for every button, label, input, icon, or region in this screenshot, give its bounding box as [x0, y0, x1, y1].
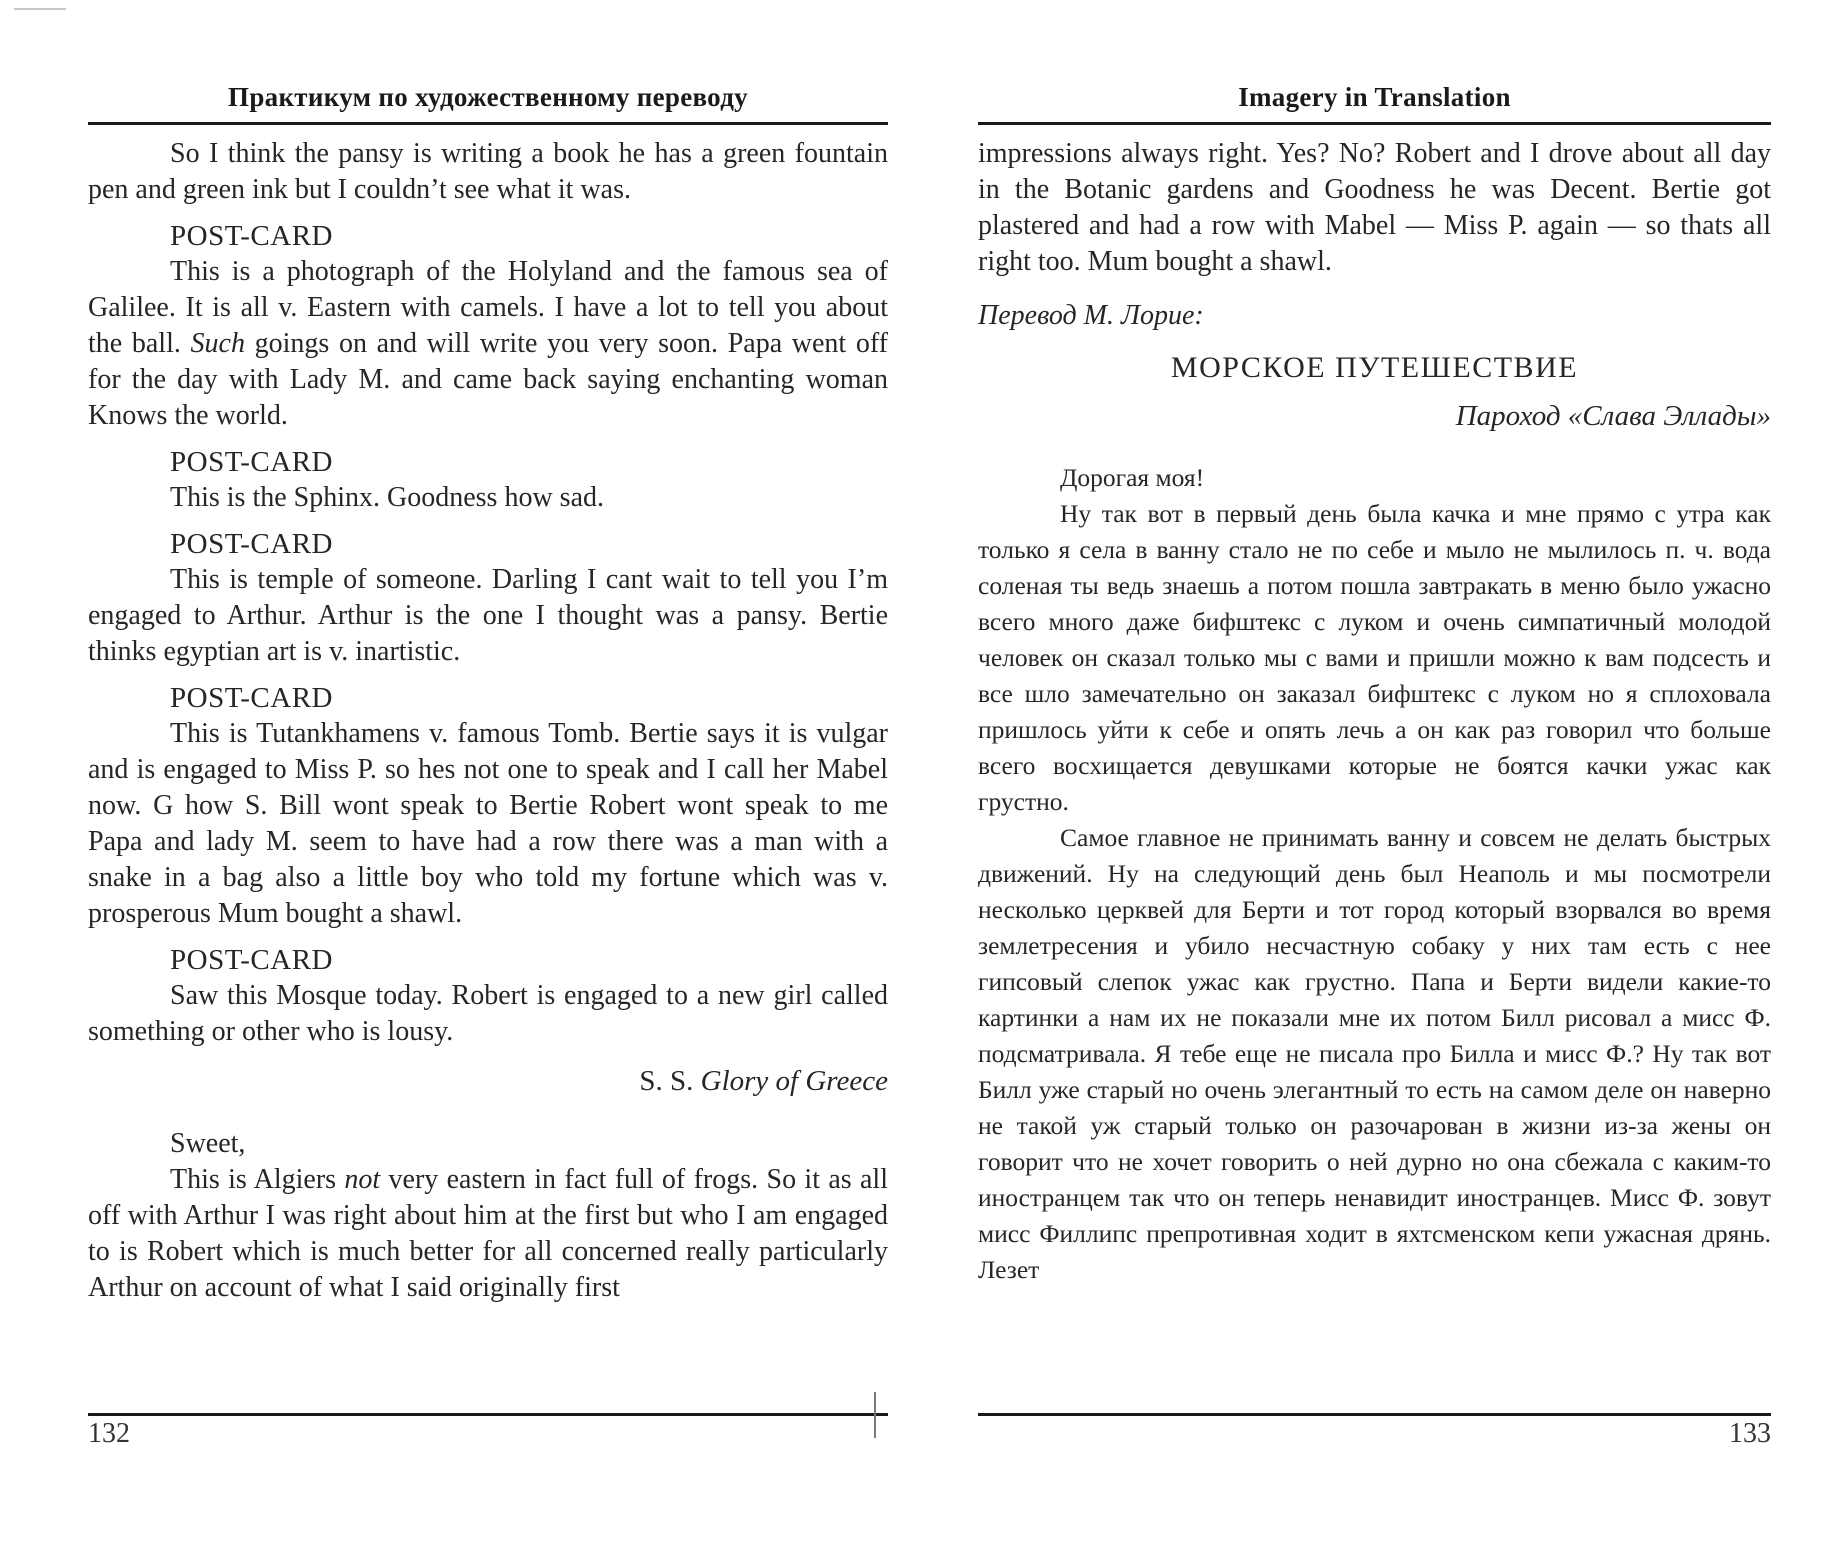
letter-text-italic: not: [344, 1164, 381, 1195]
postcard-heading: POST-CARD: [170, 528, 333, 560]
letter-text-part: This is Algiers: [170, 1164, 345, 1195]
translation-text: [978, 460, 1771, 1288]
postcard-text-part: This is a photograph of the Holyland and the famous sea of Galilee. It is all v. Eastern with camels. I have a lot to tell you about the ball.: [88, 256, 888, 359]
translation-greeting: Дорогая моя!: [1060, 463, 1205, 492]
postcard-1: [88, 218, 888, 434]
letter-greeting: Sweet,: [170, 1128, 246, 1159]
postcard-text-part: goings on and will write you very soon. Papa went off for the day with Lady M. and came back saying enchanting woman Knows the world.: [88, 328, 888, 431]
left-page-number: 132: [88, 1418, 130, 1449]
postcard-heading: POST-CARD: [170, 446, 333, 478]
postcard-4: [88, 680, 888, 932]
postcard-2: [88, 444, 888, 516]
left-page: [88, 0, 888, 1542]
postcard-text-italic: Such: [190, 328, 245, 359]
postcard-text: This is Tutankhamens v. famous Tomb. Bertie says it is vulgar and is engaged to Miss P. so hes not one to speak and I call her Mabel now. G how S. Bill wont speak to Bertie Robert wont speak to me Papa and lady M. seem to have had a row there was a man with a snake in a bag also a little boy who told my fortune which was v. prosperous Mum bought a shawl.: [88, 718, 888, 929]
corner-scan-mark: [14, 8, 66, 10]
postcard-heading: POST-CARD: [170, 944, 333, 976]
right-header-rule: [978, 122, 1771, 125]
left-header-rule: [88, 122, 888, 125]
right-page: [978, 0, 1771, 1542]
translation-paragraph-2: Самое главное не принимать ванну и совсем не делать быстрых движений. Ну на следующий день был Неаполь и мы посмотрели несколько церквей для Берти и тот город который взорвался во время землетресения и убило несчастную собаку у них там есть с нее гипсовый слепок ужас как грустно. Папа и Берти видели какие-то картинки а нам их не показали мне их потом Билл рисовал а мисс Ф. подсматривала. Я тебе еще не писала про Билла и мисс Ф.? Ну так вот Билл уже старый но очень элегантный то есть на самом деле он наверно не такой уж старый только он разочарован в жизни из-за жены он говорит что не хочет говорить о ней дурно но она сбежала с каким-то иностранцем так что он теперь ненавидит иностранцев. Мисс Ф. зовут мисс Филлипс препротивная ходит в яхтсменском кепи ужасная дрянь. Лезет: [978, 823, 1771, 1284]
postcard-text: This is temple of someone. Darling I cant wait to tell you I’m engaged to Arthur. Arthur is the one I thought was a pansy. Bertie thinks egyptian art is v. inartistic.: [88, 564, 888, 667]
letter-text: [88, 1162, 888, 1306]
postcard-text: This is the Sphinx. Goodness how sad.: [170, 482, 604, 513]
postcard-5: [88, 942, 888, 1050]
translation-paragraph-1: Ну так вот в первый день была качка и мне прямо с утра как только я села в ванну стало не по себе и мыло не мылилось п. ч. вода соленая ты ведь знаешь а потом пошла завтракать в меню было ужасно всего много даже бифштекс с луком и очень симпатичный молодой человек он сказал только мы с вами и пришли можно к вам подсесть и все шло замечательно он заказал бифштекс с луком но я сплоховала пришлось уйти к себе и опять лечь а он как раз говорил что больше всего восхищается девушками которые не боятся качки ужас как грустно.: [978, 499, 1771, 816]
right-body: [978, 136, 1771, 1288]
right-continuation: impressions always right. Yes? No? Robert and I drove about all day in the Botanic gardens and Goodness he was Decent. Bertie got plastered and had a row with Mabel — Miss P. again — so thats all right too. Mum bought a shawl.: [978, 138, 1771, 277]
postcard-text: Saw this Mosque today. Robert is engaged to a new girl called something or other who is lousy.: [88, 980, 888, 1047]
translation-ship: Пароход «Слава Эллады»: [1455, 400, 1771, 432]
letter-text-part: very eastern in fact full of frogs. So it as all off with Arthur I was right about him at the first but who I am engaged to is Robert which is much better for all concerned really particularly Arthur on account of what I said originally first: [88, 1164, 888, 1303]
right-page-number: 133: [1729, 1418, 1771, 1449]
translator-credit: Перевод М. Лорие:: [978, 300, 1204, 331]
right-footer-rule: [978, 1413, 1771, 1416]
gutter-mark: [874, 1392, 876, 1438]
translation-title: МОРСКОЕ ПУТЕШЕСТВИЕ: [1170, 351, 1579, 384]
signoff-ship-name: Glory of Greece: [700, 1065, 888, 1097]
left-body: [88, 136, 888, 1306]
left-continuation: So I think the pansy is writing a book he has a green fountain pen and green ink but I couldn’t see what it was.: [88, 138, 888, 205]
signoff-prefix: S. S.: [639, 1065, 701, 1097]
postcard-3: [88, 526, 888, 670]
right-running-head: Imagery in Translation: [1238, 82, 1511, 112]
postcard-heading: POST-CARD: [170, 220, 333, 252]
postcard-heading: POST-CARD: [170, 682, 333, 714]
postcard-text: [88, 254, 888, 434]
left-running-head: Практикум по художественному переводу: [228, 82, 748, 112]
left-footer-rule: [88, 1413, 888, 1416]
ship-signoff: [88, 1062, 888, 1100]
